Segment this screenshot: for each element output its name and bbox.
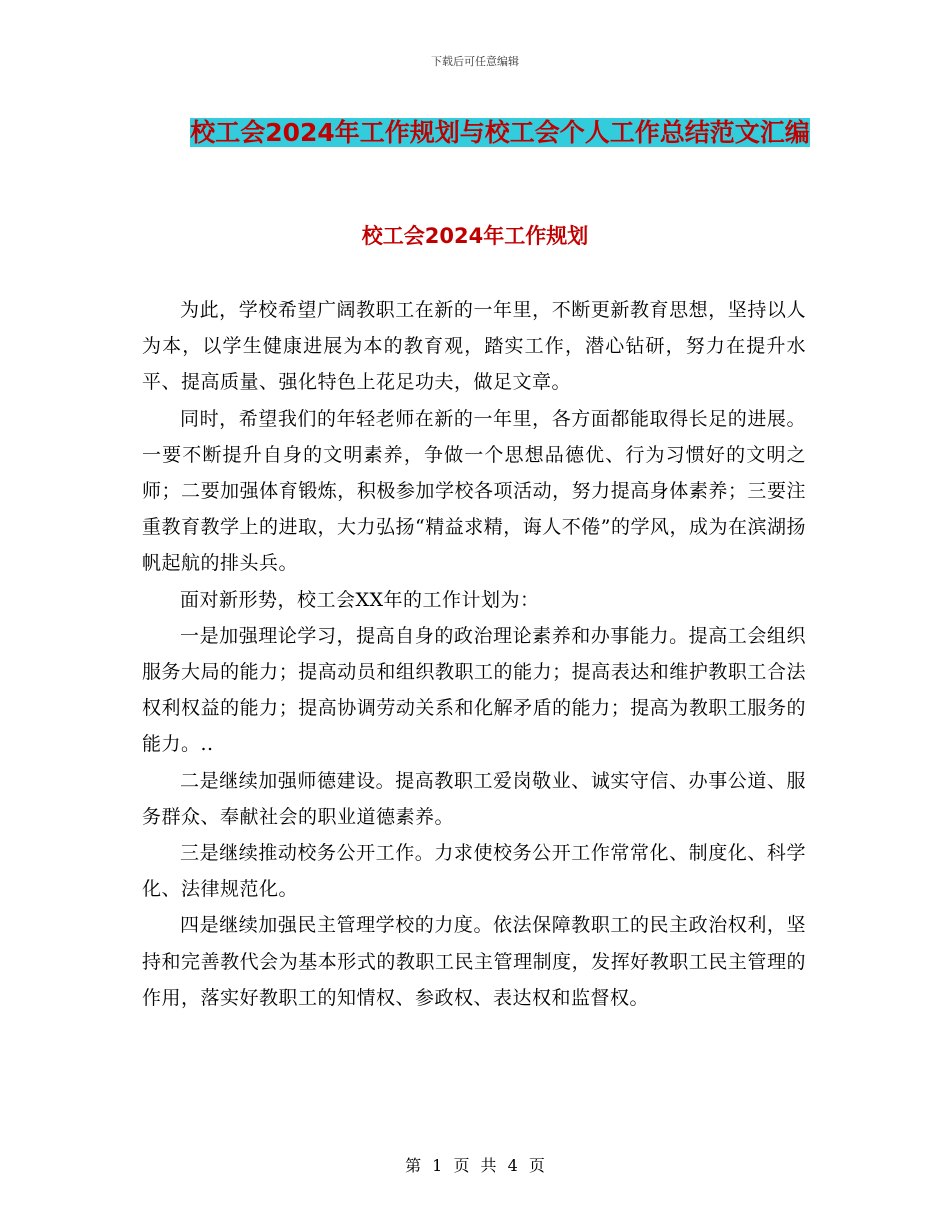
document-title: [140, 108, 860, 158]
document-body: [142, 292, 806, 1016]
paragraph: 一是加强理论学习，提高自身的政治理论素养和办事能力。提高工会组织服务大局的能力；提高动员和组织教职工的能力；提高表达和维护教职工合法权利权益的能力；提高协调劳动关系和化解矛盾的能力；提高为教职工服务的能力。..: [142, 624, 806, 756]
section-title: 校工会2024年工作规划: [361, 224, 589, 248]
paragraph: 三是继续推动校务公开工作。力求使校务公开工作常常化、制度化、科学化、法律规范化。: [142, 842, 806, 901]
page-number-footer: 第 1 页 共 4 页: [405, 1156, 545, 1175]
header-note: 下载后可任意编辑: [431, 55, 519, 68]
paragraph: 为此，学校希望广阔教职工在新的一年里，不断更新教育思想，坚持以人为本，以学生健康进展为本的教育观，踏实工作，潜心钻研，努力在提升水平、提高质量、强化特色上花足功夫，做足文章。: [142, 299, 806, 394]
paragraph: 二是继续加强师德建设。提高教职工爱岗敬业、诚实守信、办事公道、服务群众、奉献社会的职业道德素养。: [142, 769, 806, 828]
paragraph: 四是继续加强民主管理学校的力度。依法保障教职工的民主政治权利，坚持和完善教代会为基本形式的教职工民主管理制度，发挥好教职工民主管理的作用，落实好教职工的知情权、参政权、表达权和监督权。: [142, 914, 806, 1009]
document-title-text: 校工会2024年工作规划与校工会个人工作总结范文汇编: [190, 118, 810, 147]
paragraph: 同时，希望我们的年轻老师在新的一年里，各方面都能取得长足的进展。一要不断提升自身的文明素养，争做一个思想品德优、行为习惯好的文明之师；二要加强体育锻炼，积极参加学校各项活动，努力提高身体素养；三要注重教育教学上的进取，大力弘扬“精益求精，诲人不倦”的学风，成为在滨湖扬帆起航的排头兵。: [142, 407, 806, 575]
paragraph: 面对新形势，校工会XX年的工作计划为：: [180, 588, 540, 611]
